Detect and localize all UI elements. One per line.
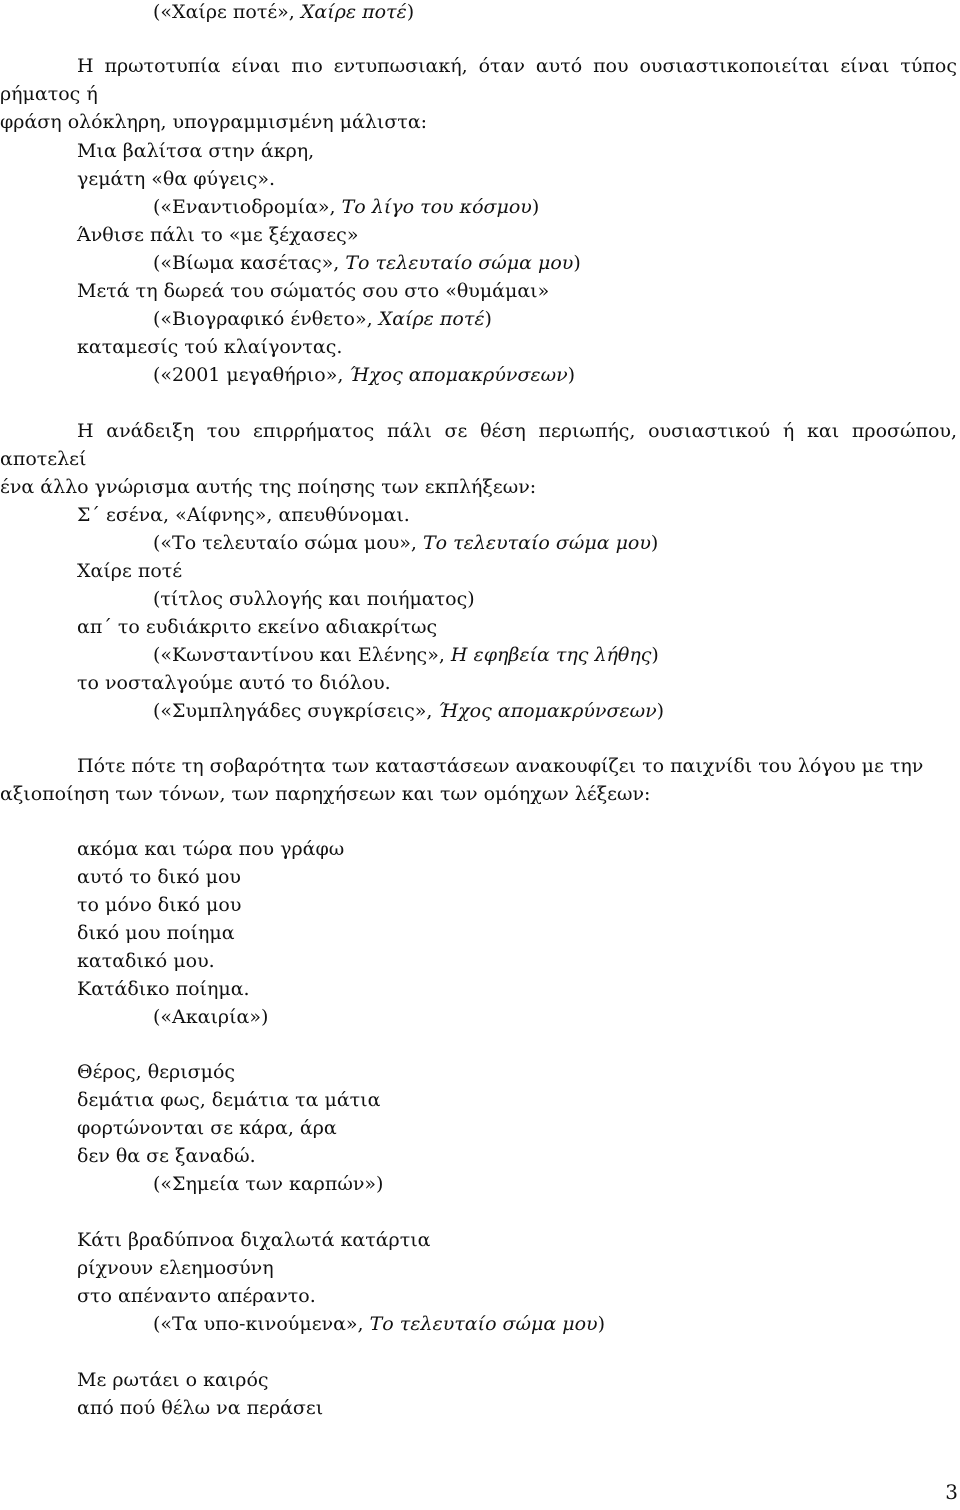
poem-line: γεμάτη «θα φύγεις». <box>77 168 276 190</box>
poem-line: δεν θα σε ξαναδώ. <box>77 1145 256 1167</box>
citation-line: (τίτλος συλλογής και ποιήματος) <box>153 588 475 610</box>
citation-line: («Κωνσταντίνου και Ελένης», Η εφηβεία της λήθης) <box>153 644 659 666</box>
citation-line: («Συμπληγάδες συγκρίσεις», Ήχος απομακρύνσεων) <box>153 700 665 722</box>
poem-line: το νοσταλγούμε αυτό το διόλου. <box>77 672 391 694</box>
poem-line: το μόνο δικό μου <box>77 894 242 916</box>
citation-line: («Σημεία των καρπών») <box>153 1173 384 1195</box>
citation-line: («Εναντιοδρομία», Το λίγο του κόσμου) <box>153 196 540 218</box>
poem-line: στο απέναντο απέραντο. <box>77 1285 316 1307</box>
poem-line: ρίχνουν ελεημοσύνη <box>77 1257 274 1279</box>
poem-line: Σ΄ εσένα, «Αίφνης», απευθύνομαι. <box>77 504 410 526</box>
poem-line: φορτώνονται σε κάρα, άρα <box>77 1117 337 1139</box>
page-number: 3 <box>945 1480 958 1504</box>
paragraph-3: Πότε πότε τη σοβαρότητα των καταστάσεων ανακουφίζει το παιχνίδι του λόγου με την αξιοποίηση των τόνων, των παρηχήσεων και των ομόηχων λέξεων: <box>0 755 924 805</box>
paragraph-2: Η ανάδειξη του επιρρήματος πάλι σε θέση περιωπής, ουσιαστικού ή και προσώπου, αποτελεί ένα άλλο γνώρισμα αυτής της ποίησης των εκπλήξεων: <box>0 420 957 498</box>
poem-line: Μετά τη δωρεά του σώματός σου στο «θυμάμαι» <box>77 280 550 302</box>
poem-line: ακόμα και τώρα που γράφω <box>77 838 345 860</box>
poem-line: απ΄ το ευδιάκριτο εκείνο αδιακρίτως <box>77 616 438 638</box>
paragraph-1: Η πρωτοτυπία είναι πιο εντυπωσιακή, όταν αυτό που ουσιαστικοποιείται είναι τύπος ρήματος ή φράση ολόκληρη, υπογραμμισμένη μάλιστα: <box>0 55 957 133</box>
poem-line: καταδικό μου. <box>77 950 215 972</box>
poem-line: Κάτι βραδύπνοα διχαλωτά κατάρτια <box>77 1229 431 1251</box>
citation-line: («Βιογραφικό ένθετο», Χαίρε ποτέ) <box>153 308 492 330</box>
poem-line: αυτό το δικό μου <box>77 866 241 888</box>
poem-line: Μια βαλίτσα στην άκρη, <box>77 140 315 162</box>
poem-line: Άνθισε πάλι το «με ξέχασες» <box>77 224 359 246</box>
poem-line: δεμάτια φως, δεμάτια τα μάτια <box>77 1089 381 1111</box>
poem-line: Χαίρε ποτέ <box>77 560 183 582</box>
poem-line: από πού θέλω να περάσει <box>77 1397 324 1419</box>
poem-line: Με ρωτάει ο καιρός <box>77 1369 269 1391</box>
citation-line: («Τα υπο-κινούμενα», Το τελευταίο σώμα μου) <box>153 1313 605 1335</box>
poem-line: Θέρος, θερισμός <box>77 1061 236 1083</box>
citation-line: («2001 μεγαθήριο», Ήχος απομακρύνσεων) <box>153 364 576 386</box>
poem-line: καταμεσίς τού κλαίγοντας. <box>77 336 343 358</box>
citation-line: («Ακαιρία») <box>153 1006 269 1028</box>
poem-line: δικό μου ποίημα <box>77 922 235 944</box>
citation-line: («Χαίρε ποτέ», Χαίρε ποτέ) <box>153 1 415 23</box>
citation-line: («Το τελευταίο σώμα μου», Το τελευταίο σώμα μου) <box>153 532 659 554</box>
citation-line: («Βίωμα κασέτας», Το τελευταίο σώμα μου) <box>153 252 581 274</box>
poem-line: Κατάδικο ποίημα. <box>77 978 250 1000</box>
